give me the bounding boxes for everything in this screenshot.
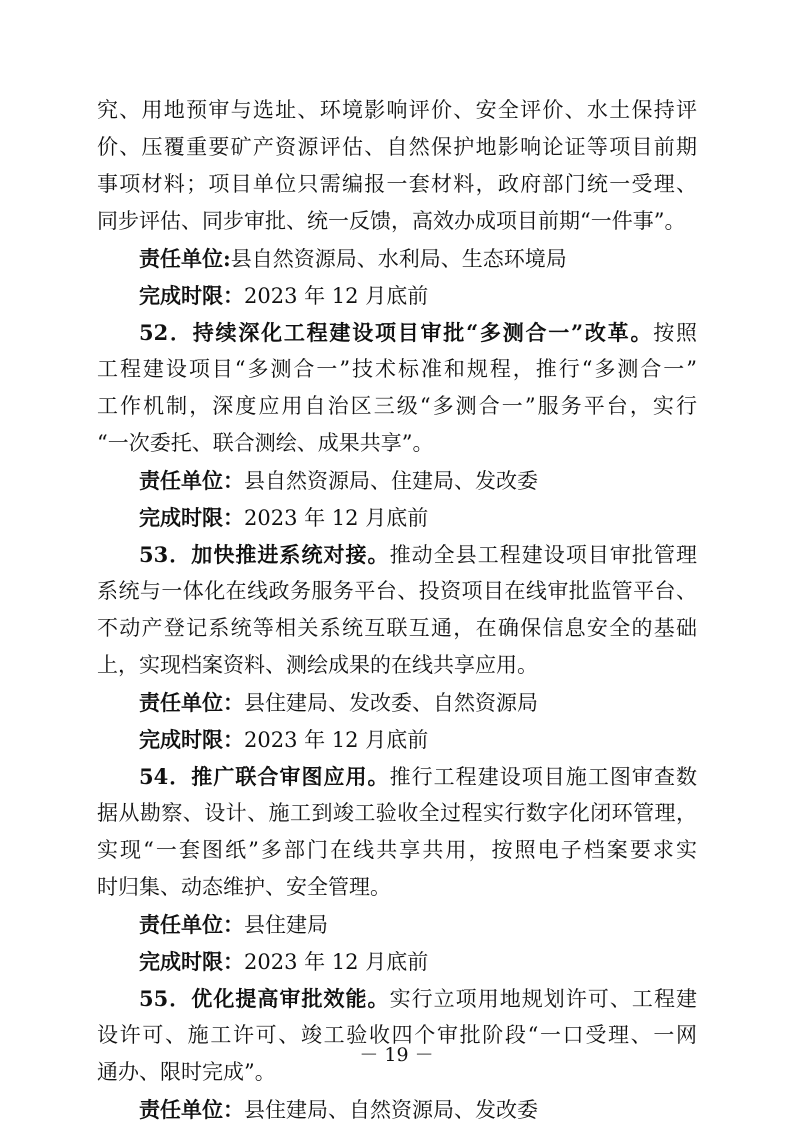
item-heading: 53．加快推进系统对接。 [139,542,390,567]
responsibility-value: 县自然资源局、住建局、发改委 [244,469,538,493]
body-text: 按照 [653,321,697,345]
deadline-label: 完成时限： [139,505,244,530]
body-line: 工程建设项目“多测合一”技术标准和规程，推行“多测合一” [97,357,697,381]
deadline-line [97,721,697,758]
deadline-value: 2023 年 12 月底前 [244,950,429,974]
responsibility-label: 责任单位: [139,246,231,271]
item-heading-line [97,314,697,351]
body-line: 同步评估、同步审批、统一反馈，高效办成项目前期“一件事”。 [97,209,686,233]
document-body [97,92,697,1128]
body-text: 实行立项用地规划许可、工程建 [389,987,697,1011]
responsibility-label: 责任单位： [139,912,244,937]
item-heading: 55．优化提高审批效能。 [139,986,390,1011]
deadline-value: 2023 年 12 月底前 [244,728,429,752]
responsibility-value: 县住建局 [244,913,328,937]
responsibility-line [97,240,697,277]
responsibility-label: 责任单位： [139,690,244,715]
responsibility-value: 县自然资源局、水利局、生态环境局 [230,247,567,271]
responsibility-line [97,462,697,499]
deadline-line [97,277,697,314]
item-heading-line [97,536,697,573]
deadline-line [97,499,697,536]
responsibility-line [97,684,697,721]
item-heading: 52．持续深化工程建设项目审批“多测合一”改革。 [139,320,654,345]
deadline-label: 完成时限： [139,283,244,308]
responsibility-label: 责任单位： [139,1097,244,1122]
body-line: 上，实现档案资料、测绘成果的在线共享应用。 [97,653,538,677]
body-line: 时归集、动态维护、安全管理。 [97,875,391,899]
deadline-value: 2023 年 12 月底前 [244,506,429,530]
responsibility-line [97,906,697,943]
body-line: 设许可、施工许可、竣工验收四个审批阶段“一口受理、一网 [97,1023,697,1047]
body-text: 推行工程建设项目施工图审查数 [389,765,697,789]
body-line: 通办、限时完成”。 [97,1060,276,1084]
item-heading: 54．推广联合审图应用。 [139,764,390,789]
responsibility-line [97,1091,697,1128]
body-line: “一次委托、联合测绘、成果共享”。 [97,431,434,455]
page-number: － 19 － [359,1044,434,1066]
responsibility-value: 县住建局、自然资源局、发改委 [244,1098,538,1122]
deadline-value: 2023 年 12 月底前 [244,284,429,308]
deadline-line [97,943,697,980]
body-line: 系统与一体化在线政务服务平台、投资项目在线审批监管平台、 [97,579,697,603]
item-heading-line [97,980,697,1017]
body-line: 据从勘察、设计、施工到竣工验收全过程实行数字化闭环管理， [97,801,697,825]
responsibility-value: 县住建局、发改委、自然资源局 [244,691,538,715]
body-line: 不动产登记系统等相关系统互联互通，在确保信息安全的基础 [97,616,697,640]
responsibility-label: 责任单位： [139,468,244,493]
body-line: 事项材料；项目单位只需编报一套材料，政府部门统一受理、 [97,172,697,196]
body-line: 实现“一套图纸”多部门在线共享共用，按照电子档案要求实 [97,838,697,862]
body-line: 工作机制，深度应用自治区三级“多测合一”服务平台，实行 [97,394,697,418]
body-line: 究、用地预审与选址、环境影响评价、安全评价、水土保持评 [97,98,697,122]
deadline-label: 完成时限： [139,949,244,974]
body-text: 推动全县工程建设项目审批管理 [389,543,697,567]
body-line: 价、压覆重要矿产资源评估、自然保护地影响论证等项目前期 [97,135,697,159]
item-heading-line [97,758,697,795]
deadline-label: 完成时限： [139,727,244,752]
